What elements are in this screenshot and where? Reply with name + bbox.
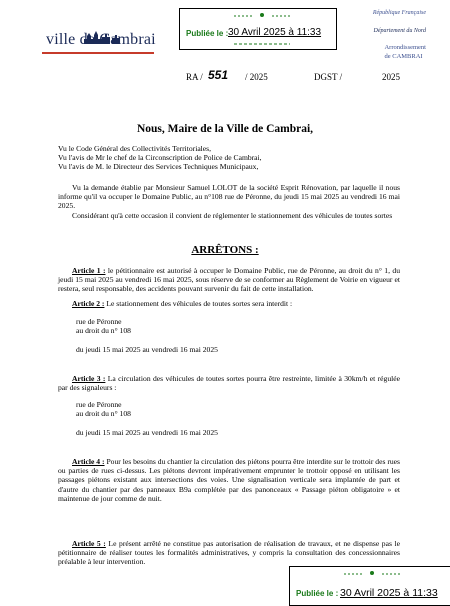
logo-text: ville de Cambrai [46,31,156,48]
article-3-dates: du jeudi 15 mai 2025 au vendredi 16 mai 2025 [76,428,218,437]
article-2 [58,299,400,308]
article-2-label: Article 2 : [72,299,105,308]
stamp-deco-icon [232,12,292,18]
article-5 [58,539,400,567]
article-4-text: Pour les besoins du chantier la circulation des piétons pourra être interdite sur le trottoir des rues ou parties de rues ci-dessus. Les piétons devront impérativement emprunter le trottoir opposé en utilisant les passages piétons existant aux intersections des voies. Une signalisation verticale sera implantée de part et d'autre du chantier par des panneaux B9a complétée par des panonceaux « Passage piéton obligatoire » et maintenue de jour comme de nuit. [58,457,400,503]
ra-year: / 2025 [245,72,268,82]
considerant-paragraph: Considérant qu'à cette occasion il convient de réglementer le stationnement des véhicules de toutes sortes [72,211,393,220]
article-5-text: Le présent arrêté ne constitue pas autorisation de réalisation de travaux, et ne dispense pas le pétitionnaire de réaliser toutes les formalités administratives, y compris la consultation des concessionnaires préalable à leur intervention. [58,539,400,567]
article-3-label: Article 3 : [72,374,106,383]
article-3 [58,374,400,392]
article-3-number: au droit du n° 108 [76,409,131,419]
department-label: Département du Nord [373,28,426,34]
publication-stamp-top [179,8,337,50]
page-title: Nous, Maire de la Ville de Cambrai, [136,123,314,135]
article-3-location [76,400,131,418]
stamp-deco-icon [342,570,402,576]
article-2-text: Le stationnement des véhicules de toutes sortes sera interdit : [104,299,293,308]
article-2-location [76,317,131,335]
demande-paragraph: Vu la demande établie par Monsieur Samuel LOLOT de la société Esprit Rénovation, par laquelle il nous informe qu'il va occuper le Domaine Public, au n°108 rue de Péronne, du jeudi 15 mai 2025 au vendredi 16 mai 2025. [58,183,400,211]
stamp-date: 30 Avril 2025 à 11:33 [228,27,322,38]
dgst-year: 2025 [382,72,400,82]
stamp-date: 30 Avril 2025 à 11:33 [340,587,438,599]
arretons-heading: ARRÊTONS : [191,244,259,256]
article-1-label: Article 1 : [72,266,106,275]
article-2-street: rue de Péronne [76,317,122,326]
dgst-prefix: DGST / [314,72,343,82]
stamp-deco-bottom-icon [232,41,292,47]
arrondissement-line2: de CAMBRAI [384,52,423,60]
stamp-label: Publiée le : [186,29,229,38]
arrondissement-block [384,44,426,61]
article-2-dates: du jeudi 15 mai 2025 au vendredi 16 mai 2025 [76,345,218,354]
publication-stamp-bottom [289,566,450,606]
vu-line: Vu l'avis de Mr le chef de la Circonscription de Police de Cambrai, [58,153,262,163]
article-1 [58,266,400,294]
arrondissement-line1: Arrondissement [384,44,426,51]
ra-number: 551 [208,68,229,82]
logo-underline [42,52,154,54]
article-3-text: La circulation des véhicules de toutes sortes pourra être restreinte, limitée à 30km/h et régulée par des signaleurs : [58,374,400,393]
article-1-text: le pétitionnaire est autorisé à occuper le Domaine Public, rue de Péronne, au droit du n° 1, du jeudi 15 mai 2025 au vendredi 16 mai 2025, sous réserve de se conformer au Règlement de Voirie en vigueur et restera, seul responsable, des accidents pouvant survenir du fait de cette installation. [58,266,400,294]
article-2-number: au droit du n° 108 [76,326,131,336]
vu-line: Vu l'avis de M. le Directeur des Services Techniques Municipaux, [58,162,259,172]
ra-prefix: RA / [186,72,203,82]
article-3-street: rue de Péronne [76,400,122,409]
stamp-label: Publiée le : [296,589,339,598]
article-4-label: Article 4 : [72,457,105,466]
republic-label: République Française [372,10,426,16]
vu-line: Vu le Code Général des Collectivités Territoriales, [58,144,212,153]
article-4 [58,457,400,503]
article-5-label: Article 5 : [72,539,106,548]
vu-block [58,144,400,172]
